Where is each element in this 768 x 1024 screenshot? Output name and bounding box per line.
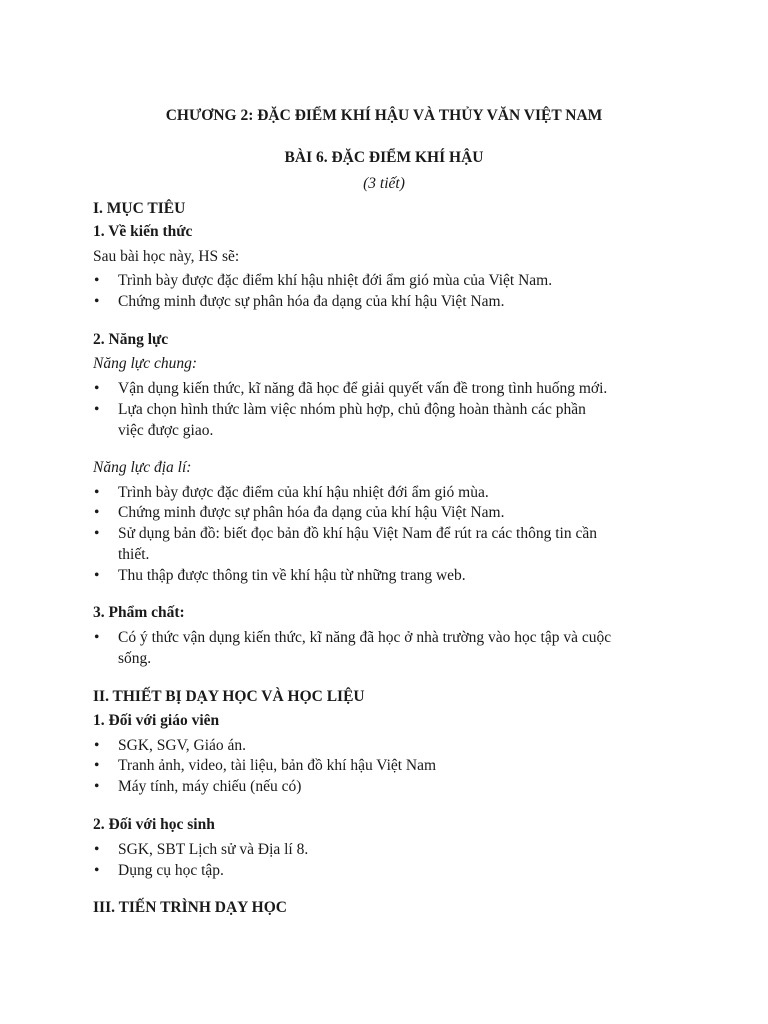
list-item: • Lựa chọn hình thức làm việc nhóm phù hợp, chủ động hoàn thành các phần (94, 401, 586, 418)
bullet-icon: • (94, 567, 100, 584)
bullet-icon: • (94, 272, 100, 289)
subheading-student: 2. Đối với học sinh (93, 816, 215, 833)
list-item: • Chứng minh được sự phân hóa đa dạng của khí hậu Việt Nam. (94, 504, 505, 521)
list-item-continuation: sống. (118, 650, 152, 667)
list-item: • Chứng minh được sự phân hóa đa dạng của khí hậu Việt Nam. (94, 293, 505, 310)
bullet-icon: • (94, 504, 100, 521)
subheading-teacher: 1. Đối với giáo viên (93, 712, 220, 729)
list-item: • Vận dụng kiến thức, kĩ năng đã học để giải quyết vấn đề trong tình huống mới. (94, 380, 608, 397)
subheading-qualities: 3. Phẩm chất: (93, 604, 185, 621)
knowledge-intro: Sau bài học này, HS sẽ: (93, 248, 240, 265)
list-item: • Sử dụng bản đồ: biết đọc bản đồ khí hậu Việt Nam để rút ra các thông tin cần (94, 525, 597, 542)
bullet-icon: • (94, 862, 100, 879)
list-item: • SGK, SGV, Giáo án. (94, 737, 247, 754)
subheading-knowledge: 1. Về kiến thức (93, 223, 193, 240)
geo-competence-label: Năng lực địa lí: (93, 459, 192, 476)
lesson-duration: (3 tiết) (363, 175, 405, 192)
section-heading-equipment: II. THIẾT BỊ DẠY HỌC VÀ HỌC LIỆU (93, 688, 365, 705)
bullet-icon: • (94, 525, 100, 542)
list-item: • Dụng cụ học tập. (94, 862, 224, 879)
list-item: • Trình bày được đặc điểm của khí hậu nhiệt đới ẩm gió mùa. (94, 484, 489, 501)
bullet-icon: • (94, 293, 100, 310)
lesson-title: BÀI 6. ĐẶC ĐIỂM KHÍ HẬU (284, 149, 484, 166)
list-item: • Trình bày được đặc điểm khí hậu nhiệt đới ẩm gió mùa của Việt Nam. (94, 272, 553, 289)
bullet-icon: • (94, 778, 100, 795)
section-heading-process: III. TIẾN TRÌNH DẠY HỌC (93, 899, 287, 916)
general-competence-label: Năng lực chung: (93, 355, 198, 372)
bullet-icon: • (94, 401, 100, 418)
subheading-competence: 2. Năng lực (93, 331, 169, 348)
list-item-continuation: thiết. (118, 546, 150, 563)
bullet-icon: • (94, 841, 100, 858)
list-item: • Thu thập được thông tin về khí hậu từ những trang web. (94, 567, 466, 584)
bullet-icon: • (94, 737, 100, 754)
list-item-continuation: việc được giao. (118, 422, 214, 439)
bullet-icon: • (94, 380, 100, 397)
bullet-icon: • (94, 629, 100, 646)
chapter-title: CHƯƠNG 2: ĐẶC ĐIỂM KHÍ HẬU VÀ THỦY VĂN VIỆT NAM (165, 107, 603, 124)
bullet-icon: • (94, 757, 100, 774)
bullet-icon: • (94, 484, 100, 501)
list-item: • Tranh ảnh, video, tài liệu, bản đồ khí hậu Việt Nam (94, 757, 437, 774)
list-item: • SGK, SBT Lịch sử và Địa lí 8. (94, 841, 309, 858)
section-heading-objectives: I. MỤC TIÊU (93, 200, 186, 217)
list-item: • Có ý thức vận dụng kiến thức, kĩ năng đã học ở nhà trường vào học tập và cuộc (94, 629, 612, 646)
list-item: • Máy tính, máy chiếu (nếu có) (94, 778, 302, 795)
